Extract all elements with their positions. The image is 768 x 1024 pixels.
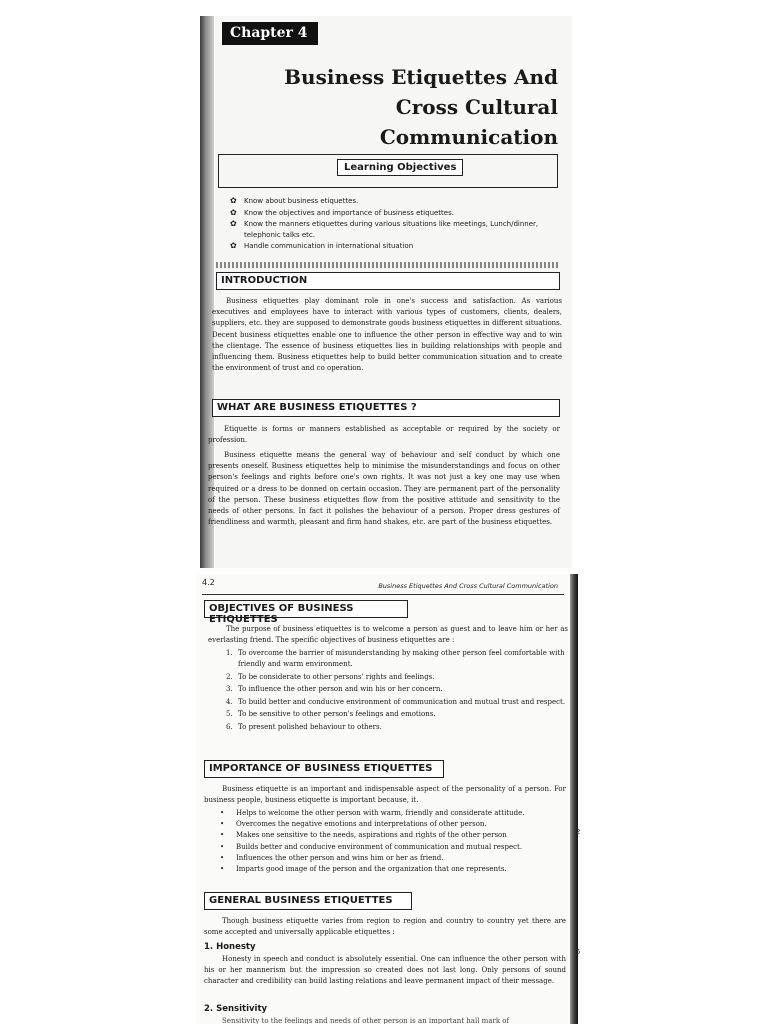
list-number: 1.: [226, 649, 233, 657]
learning-objectives-label: Learning Objectives: [337, 159, 463, 176]
list-item: [226, 672, 570, 683]
bullet-icon: •: [220, 853, 225, 862]
list-item-text: Know the manners etiquettes during various situations like meetings, Lunch/dinner, telephonic talks etc.: [244, 220, 539, 239]
sensitivity-paragraph: Sensitivity to the feelings and needs of other person is an important hall mark of: [222, 1017, 510, 1024]
honesty-paragraph: Honesty in speech and conduct is absolutely essential. One can influence the other person with his or her mannerism but the impression so created does not last long. Only persons of sound character and credibility can build lasting relations and leave permanent impact of their message.: [204, 955, 566, 985]
list-item-text: Overcomes the negative emotions and interpretations of other person.: [236, 820, 487, 829]
page-number: 4.2: [202, 578, 215, 587]
subheading-sensitivity: 2. Sensitivity: [204, 1004, 268, 1014]
section-heading-introduction: INTRODUCTION: [216, 272, 560, 290]
list-number: 4.: [226, 697, 233, 706]
list-number: 3.: [226, 685, 233, 693]
learning-objectives-list: [230, 196, 560, 253]
bullet-icon: •: [220, 831, 225, 840]
list-item-text: Influences the other person and wins him or her as friend.: [236, 853, 444, 862]
list-item: [230, 196, 560, 207]
chapter-title-line: Business Etiquettes And: [284, 65, 558, 89]
page-two: [196, 574, 581, 1024]
list-item-text: Imparts good image of the person and the organization that one represents.: [236, 865, 507, 874]
section-heading-general: GENERAL BUSINESS ETIQUETTES: [204, 892, 412, 910]
list-item-text: Builds better and conducive environment of communication and mutual respect.: [236, 842, 523, 851]
objectives-list: [226, 648, 570, 734]
list-item: [230, 219, 560, 240]
book-spine-shadow: [570, 574, 581, 1024]
list-item: [226, 648, 570, 670]
list-item: [226, 684, 570, 695]
list-item: [220, 830, 570, 841]
list-item: [226, 709, 570, 720]
list-item: [226, 722, 570, 733]
bullet-icon: •: [220, 842, 225, 851]
list-item-text: Handle communication in international situation: [244, 242, 414, 250]
margin-mark: 5: [576, 948, 581, 956]
learning-objectives-box: [218, 154, 558, 188]
what-are-paragraph-1: Etiquette is forms or manners established as acceptable or required by the society or profession.: [208, 425, 560, 444]
chapter-label: Chapter 4: [222, 22, 318, 45]
bullet-icon: ✿: [230, 241, 237, 250]
general-intro: Though business etiquette varies from region to region and country to country yet there are some accepted and universally applicable etiquettes :: [204, 917, 566, 936]
list-item-text: To be sensitive to other person's feelings and emotions.: [238, 710, 436, 718]
chapter-title-line: Communication: [379, 125, 558, 149]
bullet-icon: •: [220, 865, 225, 874]
what-are-paragraph-2: Business etiquette means the general way of behaviour and self conduct by which one presents oneself. Business etiquettes help to minimise the misunderstandings and focus on other person's feelings and rights before one's own rights. It was not just a key one may use when required or a dress to be donned on certain occasion. They are permanent part of the personality of the person. These business etiquettes flow from the positive attitude and sensitivity to the needs of other persons. In fact it polishes the behaviour of a person. Proper dress gestures of friendliness and warmth, pleasant and firm hand shakes, etc. are part of the business etiquettes.: [208, 451, 560, 527]
list-item: [220, 842, 570, 853]
list-item: [230, 208, 560, 219]
chapter-title: [238, 62, 558, 152]
list-item-text: To be considerate to other persons' rights and feelings.: [238, 672, 435, 681]
header-rule: [202, 594, 564, 595]
section-heading-importance: IMPORTANCE OF BUSINESS ETIQUETTES: [204, 760, 444, 778]
bullet-icon: •: [220, 820, 225, 829]
list-number: 5.: [226, 710, 233, 718]
bullet-icon: ✿: [230, 207, 237, 217]
chapter-title-line: Cross Cultural: [395, 95, 558, 119]
list-item: [220, 864, 570, 875]
list-item: [230, 241, 560, 252]
running-head: Business Etiquettes And Cross Cultural Communication: [378, 582, 558, 590]
list-item: [226, 697, 570, 708]
bullet-icon: ✿: [230, 219, 237, 228]
subheading-honesty: 1. Honesty: [204, 942, 256, 952]
list-item-text: To present polished behaviour to others.: [238, 722, 382, 731]
section-heading-objectives: OBJECTIVES OF BUSINESS ETIQUETTES: [204, 600, 408, 618]
decorative-divider: [216, 262, 560, 268]
bullet-icon: ✿: [230, 196, 237, 205]
importance-list: [220, 808, 570, 875]
list-item: [220, 853, 570, 864]
list-item-text: Know about business etiquettes.: [244, 197, 359, 205]
list-item-text: Helps to welcome the other person with warm, friendly and considerate attitude.: [236, 809, 525, 817]
list-item-text: Know the objectives and importance of business etiquettes.: [244, 208, 454, 217]
objectives-intro: The purpose of business etiquettes is to welcome a person as guest and to leave him or her as everlasting friend. The specific objectives of business etiquettes are :: [208, 625, 568, 644]
importance-intro: Business etiquette is an important and indispensable aspect of the personality of a person. For business people, business etiquette is important because, it.: [204, 785, 566, 804]
section-heading-what-are: WHAT ARE BUSINESS ETIQUETTES ?: [212, 399, 560, 417]
bullet-icon: •: [220, 809, 225, 817]
page-one: [200, 16, 572, 568]
introduction-paragraph: Business etiquettes play dominant role in one's success and satisfaction. As various executives and employees have to interact with various types of customers, clients, dealers, suppliers, etc. they are supposed to demonstrate goods business etiquettes in different situations. Decent business etiquettes enable one to influence the other person in effective way and to win the clientage. The essence of business etiquettes lies in building relationships with people and influencing them. Business etiquettes help to build better communication situation and to create the environment of trust and co operation.: [212, 297, 562, 373]
list-item-text: To influence the other person and win his or her concern.: [238, 685, 443, 693]
margin-mark: 2: [576, 828, 581, 836]
list-item-text: To build better and conducive environment of communication and mutual trust and respect.: [238, 697, 566, 706]
list-item: [220, 819, 570, 830]
list-number: 6.: [226, 722, 233, 731]
list-item-text: To overcome the barrier of misunderstanding by making other person feel comfortable with friendly and warm environment.: [238, 649, 565, 668]
list-number: 2.: [226, 672, 233, 681]
list-item-text: Makes one sensitive to the needs, aspirations and rights of the other person: [236, 831, 507, 840]
list-item: [220, 808, 570, 819]
